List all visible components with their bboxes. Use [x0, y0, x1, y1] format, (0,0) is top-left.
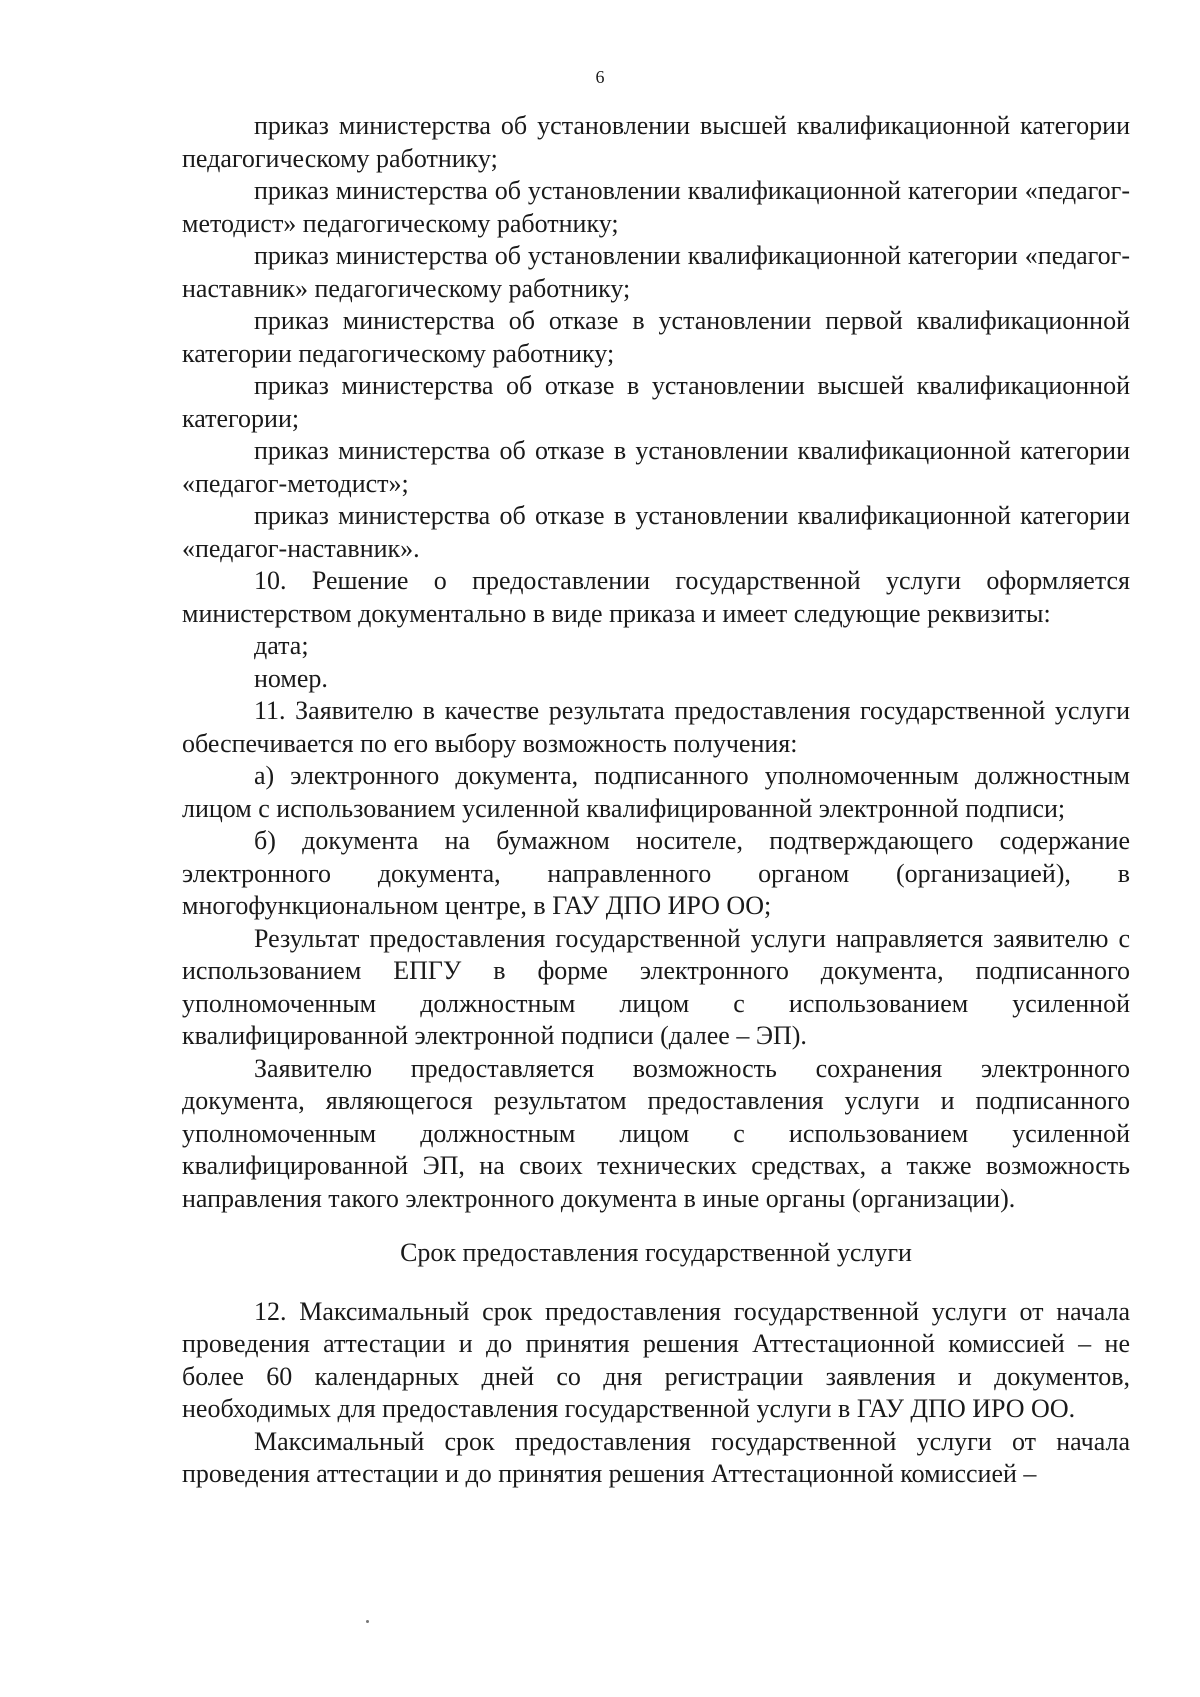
page-number: 6 — [595, 67, 605, 87]
section-heading: Срок предоставления государственной услуги — [400, 1238, 912, 1267]
paragraph-order-refusal-first-category: приказ министерства об отказе в установлении первой квалификационной категории педагогическому работнику; — [182, 306, 1130, 368]
paragraph-order-mentor-category: приказ министерства об установлении квалификационной категории «педагог-наставник» педагогическому работнику; — [182, 241, 1130, 303]
paragraph-max-term: Максимальный срок предоставления государственной услуги от начала проведения аттестации и до принятия решения Аттестационной комиссией – — [182, 1426, 1130, 1488]
paragraph-order-refusal-highest-category: приказ министерства об отказе в установлении высшей квалификационной категории; — [182, 371, 1130, 433]
paragraph-order-refusal-mentor: приказ министерства об отказе в установлении квалификационной категории «педагог-наставник». — [182, 501, 1130, 563]
paragraph-result-delivery: Результат предоставления государственной услуги направляется заявителю с использованием ЕПГУ в форме электронного документа, подписанного уполномоченным должностным лицом с использованием усиленной квалифицированной электронной подписи (далее – ЭП). — [182, 923, 1130, 1050]
document-body — [182, 110, 1130, 1491]
paragraph-requisite-number: номер. — [254, 663, 328, 693]
paragraph-item-10: 10. Решение о предоставлении государственной услуги оформляется министерством документально в виде приказа и имеет следующие реквизиты: — [182, 566, 1130, 628]
paragraph-requisite-date: дата; — [254, 631, 309, 660]
paragraph-order-methodist-category: приказ министерства об установлении квалификационной категории «педагог-методист» педагогическому работнику; — [182, 176, 1130, 238]
paragraph-item-11: 11. Заявителю в качестве результата предоставления государственной услуги обеспечивается по его выбору возможность получения: — [182, 696, 1130, 758]
paragraph-order-refusal-methodist: приказ министерства об отказе в установлении квалификационной категории «педагог-методист»; — [182, 436, 1130, 498]
paragraph-order-highest-category: приказ министерства об установлении высшей квалификационной категории педагогическому работнику; — [182, 111, 1130, 173]
scan-speck — [366, 1620, 369, 1623]
paragraph-item-12: 12. Максимальный срок предоставления государственной услуги от начала проведения аттестации и до принятия решения Аттестационной комиссией – не более 60 календарных дней со дня регистрации заявления и документов, необходимых для предоставления государственной услуги в ГАУ ДПО ИРО ОО. — [182, 1296, 1130, 1423]
paragraph-item-11-a: а) электронного документа, подписанного уполномоченным должностным лицом с использованием усиленной квалифицированной электронной подписи; — [182, 761, 1130, 823]
paragraph-item-11-b: б) документа на бумажном носителе, подтверждающего содержание электронного документа, направленного органом (организацией), в многофункциональном центре, в ГАУ ДПО ИРО ОО; — [182, 826, 1130, 920]
paragraph-result-storage: Заявителю предоставляется возможность сохранения электронного документа, являющегося результатом предоставления услуги и подписанного уполномоченным должностным лицом с использованием усиленной квалифицированной ЭП, на своих технических средствах, а также возможность направления такого электронного документа в иные органы (организации). — [182, 1053, 1130, 1213]
